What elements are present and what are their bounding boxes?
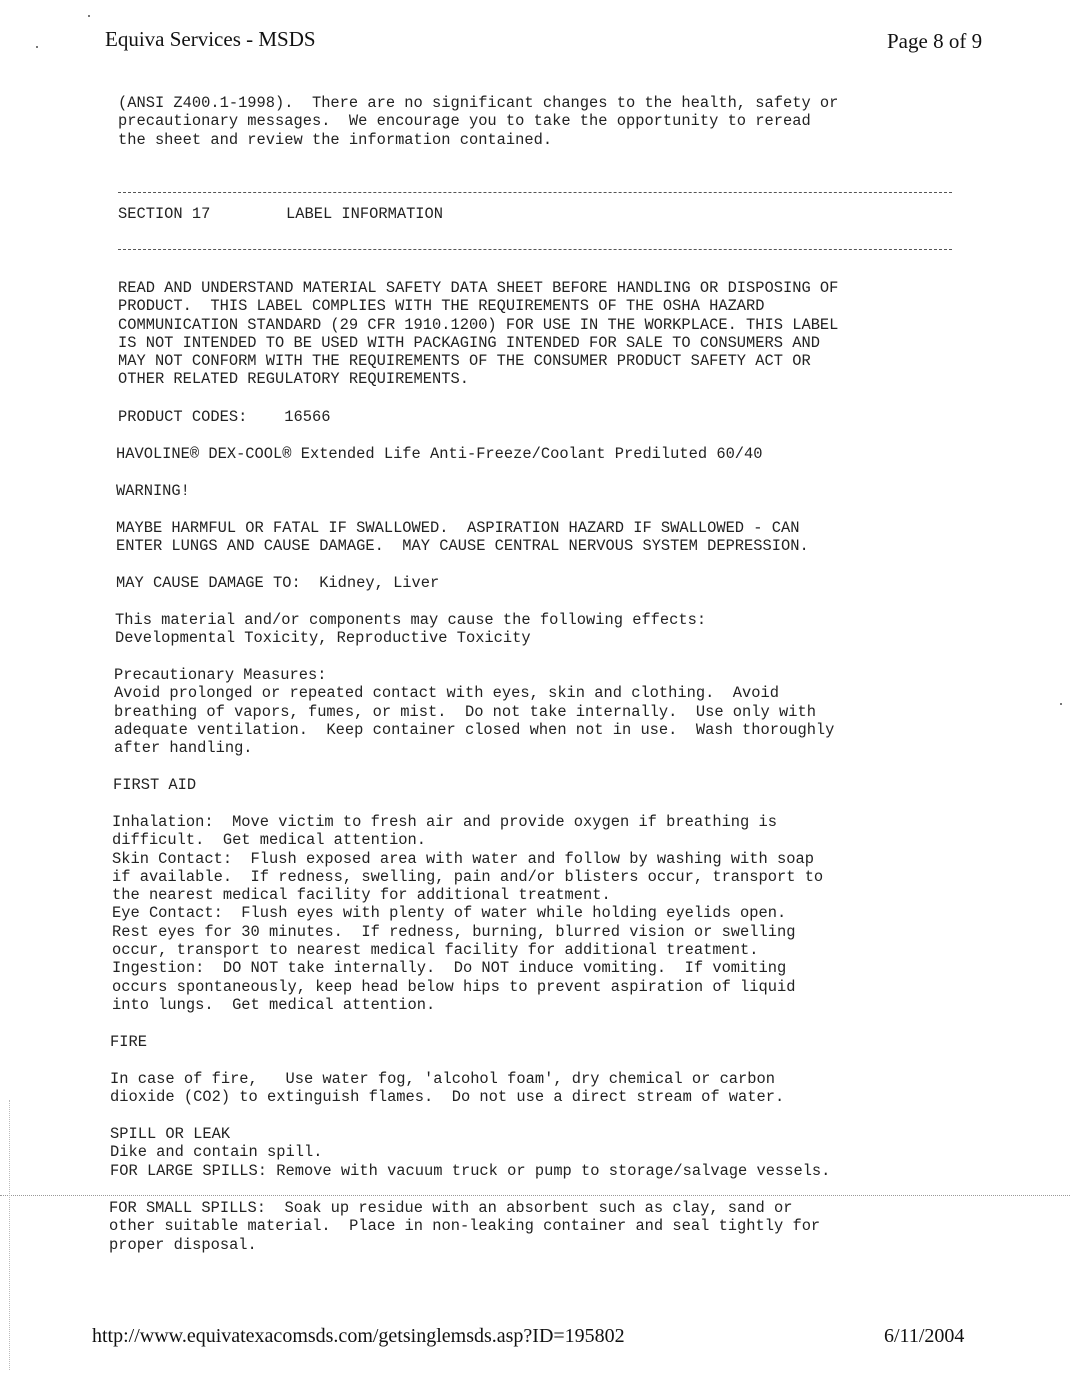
product-codes: PRODUCT CODES: 16566 xyxy=(118,408,331,426)
label-line: PRODUCT. THIS LABEL COMPLIES WITH THE REQUIREMENTS OF THE OSHA HAZARD xyxy=(118,297,765,316)
scan-speck xyxy=(88,15,90,17)
footer-date: 6/11/2004 xyxy=(884,1325,965,1347)
first-aid-line: Inhalation: Move victim to fresh air and provide oxygen if breathing is xyxy=(112,813,777,831)
first-aid-line: occurs spontaneously, keep head below hips to prevent aspiration of liquid xyxy=(112,977,796,996)
first-aid-line: Rest eyes for 30 minutes. If redness, burning, blurred vision or swelling xyxy=(112,922,796,941)
first-aid-line: the nearest medical facility for additional treatment. xyxy=(112,886,611,905)
small-spill-line: proper disposal. xyxy=(109,1235,257,1254)
precautions-line: Avoid prolonged or repeated contact with eyes, skin and clothing. Avoid xyxy=(114,684,779,703)
label-line: OTHER RELATED REGULATORY REQUIREMENTS. xyxy=(118,370,469,389)
precautions-line: breathing of vapors, fumes, or mist. Do not take internally. Use only with xyxy=(114,702,816,721)
footer-url: http://www.equivatexacomsds.com/getsinglemsds.asp?ID=195802 xyxy=(92,1325,625,1347)
effects-line: This material and/or components may cause the following effects: xyxy=(115,611,707,629)
hazard-paragraph xyxy=(116,519,809,556)
header-title: Equiva Services - MSDS xyxy=(105,27,316,51)
first-aid-line: if available. If redness, swelling, pain and/or blisters occur, transport to xyxy=(112,867,824,886)
section-number: SECTION 17 xyxy=(118,205,211,223)
label-line: READ AND UNDERSTAND MATERIAL SAFETY DATA SHEET BEFORE HANDLING OR DISPOSING OF xyxy=(118,279,839,297)
first-aid-line: into lungs. Get medical attention. xyxy=(112,995,436,1014)
fire-heading: FIRE xyxy=(110,1033,147,1051)
intro-line: (ANSI Z400.1-1998). There are no significant changes to the health, safety or xyxy=(118,94,839,112)
precautions-line: Precautionary Measures: xyxy=(114,666,327,684)
scan-speck xyxy=(1060,703,1062,705)
section-title: LABEL INFORMATION xyxy=(286,205,444,223)
first-aid-line: occur, transport to nearest medical facility for additional treatment. xyxy=(112,941,759,960)
effects-paragraph xyxy=(115,611,706,648)
scan-seam xyxy=(0,1195,1070,1196)
first-aid-paragraph xyxy=(112,813,823,1014)
intro-line: precautionary messages. We encourage you to take the opportunity to reread xyxy=(118,112,811,131)
small-spill-paragraph xyxy=(109,1199,820,1254)
spill-line: Dike and contain spill. xyxy=(110,1143,323,1162)
first-aid-line: Eye Contact: Flush eyes with plenty of water while holding eyelids open. xyxy=(112,904,787,923)
effects-line: Developmental Toxicity, Reproductive Toxicity xyxy=(115,629,531,648)
spill-line: FOR LARGE SPILLS: Remove with vacuum truck or pump to storage/salvage vessels. xyxy=(110,1161,831,1180)
hazard-line: MAYBE HARMFUL OR FATAL IF SWALLOWED. ASPIRATION HAZARD IF SWALLOWED - CAN xyxy=(116,519,800,537)
section-rule-bottom xyxy=(118,249,952,250)
first-aid-line: Skin Contact: Flush exposed area with water and follow by washing with soap xyxy=(112,849,814,868)
precautions-line: after handling. xyxy=(114,739,253,758)
fire-paragraph xyxy=(110,1070,784,1107)
first-aid-line: difficult. Get medical attention. xyxy=(112,831,427,850)
fire-line: dioxide (CO2) to extinguish flames. Do not use a direct stream of water. xyxy=(110,1088,785,1107)
intro-paragraph xyxy=(118,94,838,149)
section-rule-top xyxy=(118,192,952,193)
scan-edge-line xyxy=(9,1100,10,1370)
label-line: MAY NOT CONFORM WITH THE REQUIREMENTS OF THE CONSUMER PRODUCT SAFETY ACT OR xyxy=(118,352,811,371)
first-aid-line: Ingestion: DO NOT take internally. Do NOT induce vomiting. If vomiting xyxy=(112,959,787,978)
precautions-paragraph xyxy=(114,666,834,757)
intro-line: the sheet and review the information contained. xyxy=(118,130,553,149)
label-line: IS NOT INTENDED TO BE USED WITH PACKAGING INTENDED FOR SALE TO CONSUMERS AND xyxy=(118,333,820,352)
scan-speck xyxy=(36,46,38,48)
spill-line: SPILL OR LEAK xyxy=(110,1125,231,1143)
spill-paragraph xyxy=(110,1125,830,1180)
label-line: COMMUNICATION STANDARD (29 CFR 1910.1200) FOR USE IN THE WORKPLACE. THIS LABEL xyxy=(118,315,839,334)
small-spill-line: other suitable material. Place in non-leaking container and seal tightly for xyxy=(109,1217,821,1236)
product-name: HAVOLINE® DEX-COOL® Extended Life Anti-Freeze/Coolant Prediluted 60/40 xyxy=(116,445,763,463)
label-paragraph xyxy=(118,279,838,389)
hazard-line: ENTER LUNGS AND CAUSE DAMAGE. MAY CAUSE CENTRAL NERVOUS SYSTEM DEPRESSION. xyxy=(116,537,809,556)
page-number: Page 8 of 9 xyxy=(887,29,983,53)
small-spill-line: FOR SMALL SPILLS: Soak up residue with an absorbent such as clay, sand or xyxy=(109,1199,793,1217)
warning-label: WARNING! xyxy=(116,482,190,500)
damage-line: MAY CAUSE DAMAGE TO: Kidney, Liver xyxy=(116,574,440,592)
precautions-line: adequate ventilation. Keep container closed when not in use. Wash thoroughly xyxy=(114,720,835,739)
fire-line: In case of fire, Use water fog, 'alcohol foam', dry chemical or carbon xyxy=(110,1070,775,1088)
first-aid-heading: FIRST AID xyxy=(113,776,197,794)
